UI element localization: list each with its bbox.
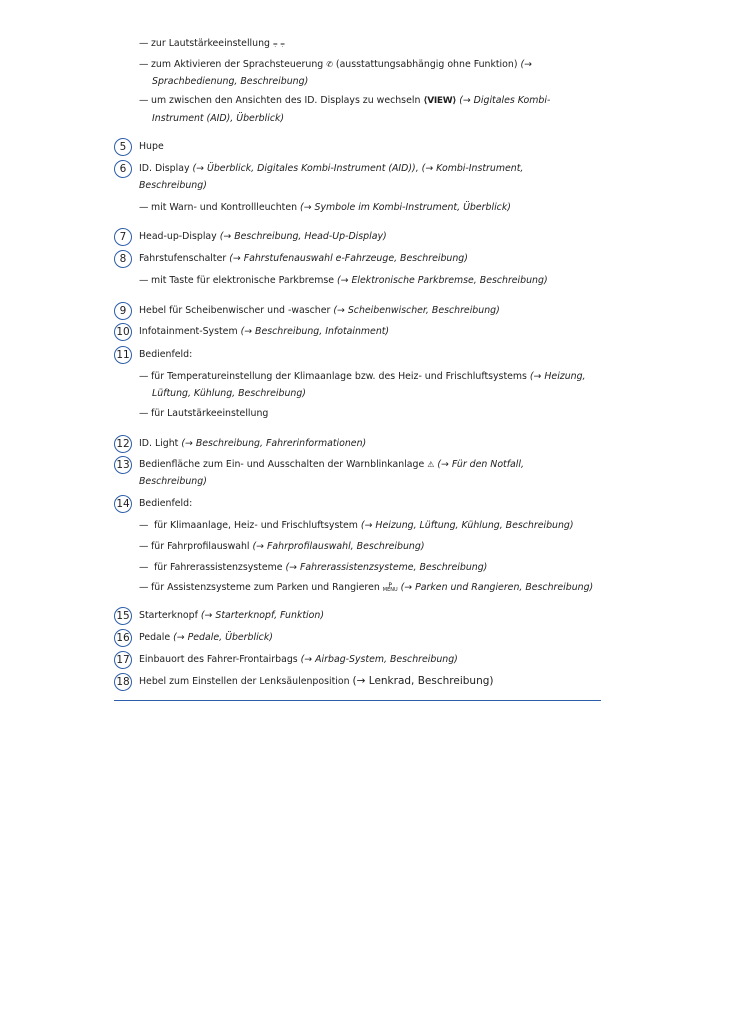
bullet-voice-control: — zum Aktivieren der Sprachsteuerung ✆ (ausstattungsabhängig ohne Funktion) (→ Sprachbedienung, Beschreibung) [139, 59, 532, 87]
item-number-badge: 9 [114, 302, 132, 320]
item-number-badge: 14 [114, 495, 132, 513]
item-number-badge: 5 [114, 138, 132, 156]
cross-reference[interactable]: (→ Fahrstufenauswahl e-Fahrzeuge, Beschreibung) [229, 253, 468, 264]
cross-reference[interactable]: (→ Pedale, Überblick) [173, 632, 273, 643]
item-number-badge: 16 [114, 629, 132, 647]
item-number-badge: 6 [114, 160, 132, 178]
cross-reference-cont[interactable]: Instrument (AID), Überblick) [152, 113, 285, 124]
cross-reference-cont[interactable]: Lüftung, Kühlung, Beschreibung) [152, 388, 306, 399]
item-number-badge: 12 [114, 435, 132, 453]
cross-reference[interactable]: (→ Überblick, Digitales Kombi-Instrument (AID)), (→ Kombi-Instrument, [192, 163, 524, 174]
volume-icon: ⩦ ⩦ [272, 39, 285, 48]
hazard-warning-icon: ⚠ [427, 460, 435, 469]
cross-reference[interactable]: (→ Airbag-System, Beschreibung) [300, 654, 458, 665]
cross-reference[interactable]: (→ Beschreibung, Fahrerinformationen) [181, 438, 367, 449]
manual-page: — zur Lautstärkeeinstellung ⩦ ⩦ — zum Aktivieren der Sprachsteuerung ✆ (ausstattungsabhängig ohne Funktion) (→ Sprachbedienung, Beschreibung) — um zwischen den Ansichten des ID. Displays zu wechseln ⟨VIEW⟩ (→ Digitales Kombi- Instrument (AID), Überblick) 5 Hupe 6 ID. Display (→ Überblick, Digitales Kombi-Instrument (AID)), (→ Kombi-Instrument, Beschreibung) — mit Warn- und Kontrollleuchten (→ Symbole im Kombi-Instrument, Überblick) 7 Head-up-Display (→ Beschreibung, Head-Up-Display) 8 Fahrstufenschalter (→ Fahrstufenauswahl e-Fahrzeuge, Beschreibung) — mit Taste für elektronische Parkbremse (→ Elektronische Parkbremse, Beschreibung) 9 Hebel für Scheibenwischer und -wascher (→ Scheibenwischer, Beschreibung) 10 Infotainment-System (→ Beschreibung, Infotainment) 11 Bedienfeld: — für Temperatureinstellung der Klimaanlage bzw. des Heiz- und Frischluftsystems (→ Heizung, Lüftung, Kühlung, Beschreibung) — für Lautstärkeeinstellung 12 ID. Light (→ Beschreibung, Fahrerinformationen) 13 Bedienfläche zum Ein- und Ausschalten der Warnblinkanlage ⚠ (→ Für den Notfall, Beschreibung) 14 Bedienfeld: — für Klimaanlage, Heiz- und Frischluftsystem (→ Heizung, Lüftung, Kühlung, Beschreibung) — für Fahrprofilauswahl (→ Fahrprofilauswahl, Beschreibung) — für Fahrerassistenzsysteme (→ Fahrerassistenzsysteme, Beschreibung) — für Assistenzsysteme zum Parken und Rangieren P MENU (→ Parken und Rangieren, Beschreibung) 15 Starterknopf (→ Starterknopf, Funktion) 16 Pedale (→ Pedale, Überblick) 17 Einbauort des Fahrer-Frontairbags (→ Airbag-System, Beschreibung) 18 Hebel zum Einstellen der Lenksäulenposition (→ Lenkrad, Beschreibung) [0, 0, 739, 1034]
cross-reference[interactable]: (→ Elektronische Parkbremse, Beschreibung) [337, 275, 548, 286]
sub-item-11b: — für Lautstärkeeinstellung [139, 408, 269, 419]
cross-reference-cont[interactable]: Sprachbedienung, Beschreibung) [152, 76, 309, 87]
item-number-badge: 13 [114, 456, 132, 474]
cross-reference-cont[interactable]: Beschreibung) [139, 476, 207, 487]
cross-reference[interactable]: (→ Heizung, Lüftung, Kühlung, Beschreibung) [360, 520, 574, 531]
item-number-badge: 18 [114, 673, 132, 691]
item-number-badge: 10 [114, 323, 132, 341]
cross-reference[interactable]: (→ Digitales Kombi- [459, 95, 551, 106]
view-button-icon: ⟨VIEW⟩ [423, 96, 457, 106]
sub-item-14a: — für Klimaanlage, Heiz- und Frischluftsystem (→ Heizung, Lüftung, Kühlung, Beschreibung) [139, 520, 574, 531]
voice-control-icon: ✆ [326, 60, 333, 69]
sub-item-6a: — mit Warn- und Kontrollleuchten (→ Symbole im Kombi-Instrument, Überblick) [139, 202, 511, 213]
item-number-badge: 11 [114, 346, 132, 364]
cross-reference[interactable]: (→ Heizung, [529, 371, 586, 382]
cross-reference[interactable]: (→ Für den Notfall, [437, 459, 524, 470]
cross-reference-cont[interactable]: Beschreibung) [139, 180, 207, 191]
cross-reference[interactable]: (→ Lenkrad, Beschreibung) [352, 675, 494, 687]
cross-reference[interactable]: (→ Scheibenwischer, Beschreibung) [333, 305, 500, 316]
item-number-badge: 8 [114, 250, 132, 268]
parking-menu-icon: P MENU [382, 581, 398, 593]
cross-reference[interactable]: (→ Symbole im Kombi-Instrument, Überblick) [300, 202, 511, 213]
item-number-badge: 17 [114, 651, 132, 669]
cross-reference[interactable]: (→ Fahrerassistenzsysteme, Beschreibung) [285, 562, 488, 573]
bullet-volume: — zur Lautstärkeeinstellung ⩦ ⩦ [139, 35, 609, 52]
sub-item-14b: — für Fahrprofilauswahl (→ Fahrprofilauswahl, Beschreibung) [139, 541, 425, 552]
sub-item-8a: — mit Taste für elektronische Parkbremse (→ Elektronische Parkbremse, Beschreibung) [139, 275, 548, 286]
cross-reference[interactable]: (→ Parken und Rangieren, Beschreibung) [400, 582, 594, 593]
dash: — [139, 38, 149, 49]
cross-reference[interactable]: (→ [520, 59, 532, 70]
cross-reference[interactable]: (→ Fahrprofilauswahl, Beschreibung) [252, 541, 425, 552]
item-number-badge: 15 [114, 607, 132, 625]
cross-reference[interactable]: (→ Starterknopf, Funktion) [200, 610, 324, 621]
section-divider [114, 700, 601, 701]
sub-item-14c: — für Fahrerassistenzsysteme (→ Fahrerassistenzsysteme, Beschreibung) [139, 562, 488, 573]
sub-item-11a: — für Temperatureinstellung der Klimaanlage bzw. des Heiz- und Frischluftsystems (→ Heizung, Lüftung, Kühlung, Beschreibung) [139, 371, 586, 399]
cross-reference[interactable]: (→ Beschreibung, Head-Up-Display) [219, 231, 387, 242]
sub-item-14d: — für Assistenzsysteme zum Parken und Rangieren P MENU (→ Parken und Rangieren, Beschreibung) [139, 581, 594, 593]
cross-reference[interactable]: (→ Beschreibung, Infotainment) [240, 326, 390, 337]
bullet-view-switch: — um zwischen den Ansichten des ID. Displays zu wechseln ⟨VIEW⟩ (→ Digitales Kombi- Instrument (AID), Überblick) [139, 95, 551, 124]
item-number-badge: 7 [114, 228, 132, 246]
